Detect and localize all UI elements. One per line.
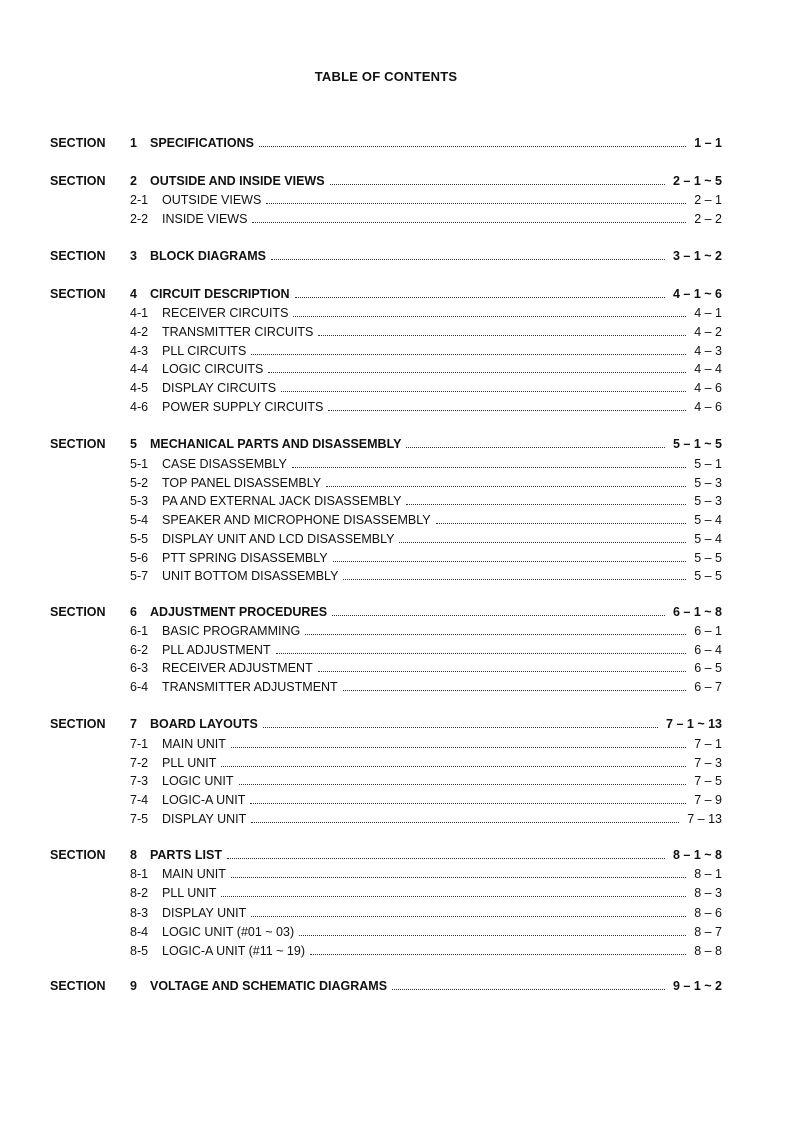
toc-entry bbox=[150, 172, 722, 190]
page-reference: 7 – 13 bbox=[687, 812, 722, 826]
toc-subsection-row bbox=[0, 323, 794, 341]
page-reference: 3 – 1 ~ 2 bbox=[673, 249, 722, 263]
subsection-number: 8-4 bbox=[130, 925, 149, 939]
subsection-number: 5-1 bbox=[130, 457, 149, 471]
section-label: SECTION bbox=[50, 249, 106, 263]
section-title: BLOCK DIAGRAMS bbox=[150, 249, 266, 263]
toc-entry bbox=[162, 398, 722, 416]
section-label: SECTION bbox=[50, 848, 106, 862]
toc-entry bbox=[162, 659, 722, 677]
dot-leader bbox=[231, 865, 686, 878]
section-title: OUTSIDE AND INSIDE VIEWS bbox=[150, 174, 325, 188]
toc-entry bbox=[162, 884, 722, 902]
toc-subsection-row bbox=[0, 772, 794, 790]
dot-leader bbox=[332, 603, 665, 616]
subsection-number: 7-3 bbox=[130, 774, 149, 788]
dot-leader bbox=[221, 754, 686, 767]
dot-leader bbox=[318, 659, 686, 672]
toc-entry bbox=[162, 210, 722, 228]
subsection-title: OUTSIDE VIEWS bbox=[162, 193, 262, 207]
toc-subsection-row bbox=[0, 191, 794, 209]
subsection-number: 2-2 bbox=[130, 212, 149, 226]
toc-entry bbox=[162, 904, 722, 922]
toc-entry bbox=[162, 865, 722, 883]
subsection-number: 4-3 bbox=[130, 344, 149, 358]
page-reference: 2 – 1 ~ 5 bbox=[673, 174, 722, 188]
section-label: SECTION bbox=[50, 287, 106, 301]
subsection-number: 7-1 bbox=[130, 737, 149, 751]
toc-entry bbox=[162, 549, 722, 567]
subsection-title: RECEIVER ADJUSTMENT bbox=[162, 661, 313, 675]
page-reference: 8 – 6 bbox=[694, 906, 722, 920]
page-reference: 7 – 9 bbox=[694, 793, 722, 807]
subsection-number: 5-5 bbox=[130, 532, 149, 546]
dot-leader bbox=[227, 846, 665, 859]
section-label: SECTION bbox=[50, 174, 106, 188]
toc-entry bbox=[162, 304, 722, 322]
subsection-title: MAIN UNIT bbox=[162, 867, 226, 881]
toc-section-row bbox=[0, 846, 794, 864]
toc-section-row bbox=[0, 435, 794, 453]
dot-leader bbox=[328, 398, 686, 411]
dot-leader bbox=[251, 904, 686, 917]
dot-leader bbox=[221, 884, 686, 897]
section-title: CIRCUIT DESCRIPTION bbox=[150, 287, 290, 301]
subsection-number: 4-1 bbox=[130, 306, 149, 320]
page-reference: 5 – 5 bbox=[694, 551, 722, 565]
subsection-title: PLL CIRCUITS bbox=[162, 344, 247, 358]
page-reference: 4 – 2 bbox=[694, 325, 722, 339]
toc-subsection-row bbox=[0, 791, 794, 809]
dot-leader bbox=[292, 455, 686, 468]
page-reference: 5 – 3 bbox=[694, 476, 722, 490]
section-title: ADJUSTMENT PROCEDURES bbox=[150, 605, 328, 619]
dot-leader bbox=[406, 435, 665, 448]
subsection-title: LOGIC-A UNIT bbox=[162, 793, 246, 807]
subsection-number: 8-1 bbox=[130, 867, 149, 881]
page-reference: 2 – 2 bbox=[694, 212, 722, 226]
toc-subsection-row bbox=[0, 398, 794, 416]
page-reference: 5 – 4 bbox=[694, 532, 722, 546]
toc-entry bbox=[150, 435, 722, 453]
toc-subsection-row bbox=[0, 210, 794, 228]
subsection-number: 5-4 bbox=[130, 513, 149, 527]
subsection-number: 7-2 bbox=[130, 756, 149, 770]
section-title: PARTS LIST bbox=[150, 848, 222, 862]
toc-entry bbox=[150, 285, 722, 303]
toc-entry bbox=[162, 942, 722, 960]
toc-subsection-row bbox=[0, 641, 794, 659]
dot-leader bbox=[305, 622, 686, 635]
toc-entry bbox=[162, 474, 722, 492]
page-reference: 4 – 1 ~ 6 bbox=[673, 287, 722, 301]
dot-leader bbox=[295, 285, 665, 298]
subsection-number: 2-1 bbox=[130, 193, 149, 207]
subsection-title: PTT SPRING DISASSEMBLY bbox=[162, 551, 328, 565]
dot-leader bbox=[330, 172, 665, 185]
page-reference: 8 – 8 bbox=[694, 944, 722, 958]
section-title: BOARD LAYOUTS bbox=[150, 717, 258, 731]
subsection-number: 6-3 bbox=[130, 661, 149, 675]
section-number: 5 bbox=[130, 437, 137, 451]
section-number: 2 bbox=[130, 174, 137, 188]
toc-subsection-row bbox=[0, 492, 794, 510]
page-reference: 6 – 1 ~ 8 bbox=[673, 605, 722, 619]
page-reference: 7 – 3 bbox=[694, 756, 722, 770]
subsection-number: 4-5 bbox=[130, 381, 149, 395]
section-label: SECTION bbox=[50, 605, 106, 619]
toc-entry bbox=[162, 323, 722, 341]
section-number: 8 bbox=[130, 848, 137, 862]
toc-subsection-row bbox=[0, 342, 794, 360]
subsection-number: 6-4 bbox=[130, 680, 149, 694]
page-reference: 8 – 1 ~ 8 bbox=[673, 848, 722, 862]
dot-leader bbox=[436, 511, 687, 524]
page-reference: 6 – 5 bbox=[694, 661, 722, 675]
toc-subsection-row bbox=[0, 810, 794, 828]
toc-section-row bbox=[0, 715, 794, 733]
toc-subsection-row bbox=[0, 865, 794, 883]
page-reference: 5 – 3 bbox=[694, 494, 722, 508]
dot-leader bbox=[250, 791, 686, 804]
dot-leader bbox=[271, 247, 665, 260]
toc-entry bbox=[150, 715, 722, 733]
toc-entry bbox=[162, 791, 722, 809]
toc-entry bbox=[162, 678, 722, 696]
section-label: SECTION bbox=[50, 136, 106, 150]
section-number: 3 bbox=[130, 249, 137, 263]
dot-leader bbox=[318, 323, 686, 336]
subsection-title: SPEAKER AND MICROPHONE DISASSEMBLY bbox=[162, 513, 431, 527]
toc-subsection-row bbox=[0, 567, 794, 585]
toc-section-row bbox=[0, 134, 794, 152]
toc-subsection-row bbox=[0, 923, 794, 941]
page-reference: 1 – 1 bbox=[694, 136, 722, 150]
toc-entry bbox=[162, 641, 722, 659]
toc-entry bbox=[162, 511, 722, 529]
subsection-number: 8-5 bbox=[130, 944, 149, 958]
subsection-title: LOGIC UNIT bbox=[162, 774, 234, 788]
subsection-title: TRANSMITTER CIRCUITS bbox=[162, 325, 314, 339]
dot-leader bbox=[268, 360, 686, 373]
subsection-title: LOGIC-A UNIT (#11 ~ 19) bbox=[162, 944, 305, 958]
section-number: 7 bbox=[130, 717, 137, 731]
toc-subsection-row bbox=[0, 678, 794, 696]
dot-leader bbox=[333, 549, 687, 562]
dot-leader bbox=[343, 678, 686, 691]
dot-leader bbox=[310, 942, 686, 955]
toc-entry bbox=[150, 134, 722, 152]
page-reference: 4 – 6 bbox=[694, 381, 722, 395]
dot-leader bbox=[252, 210, 686, 223]
subsection-number: 6-2 bbox=[130, 643, 149, 657]
subsection-title: PLL UNIT bbox=[162, 886, 217, 900]
section-number: 6 bbox=[130, 605, 137, 619]
subsection-title: INSIDE VIEWS bbox=[162, 212, 248, 226]
section-title: VOLTAGE AND SCHEMATIC DIAGRAMS bbox=[150, 979, 388, 993]
subsection-title: POWER SUPPLY CIRCUITS bbox=[162, 400, 324, 414]
dot-leader bbox=[392, 977, 665, 990]
subsection-title: CASE DISASSEMBLY bbox=[162, 457, 287, 471]
toc-entry bbox=[162, 567, 722, 585]
toc-entry bbox=[162, 810, 722, 828]
page-reference: 5 – 4 bbox=[694, 513, 722, 527]
page-reference: 5 – 5 bbox=[694, 569, 722, 583]
dot-leader bbox=[231, 735, 686, 748]
section-title: SPECIFICATIONS bbox=[150, 136, 254, 150]
toc-subsection-row bbox=[0, 884, 794, 902]
dot-leader bbox=[263, 715, 658, 728]
subsection-number: 7-5 bbox=[130, 812, 149, 826]
subsection-title: LOGIC UNIT (#01 ~ 03) bbox=[162, 925, 295, 939]
dot-leader bbox=[293, 304, 686, 317]
section-number: 9 bbox=[130, 979, 137, 993]
toc-subsection-row bbox=[0, 304, 794, 322]
page-reference: 2 – 1 bbox=[694, 193, 722, 207]
dot-leader bbox=[281, 379, 686, 392]
subsection-title: PA AND EXTERNAL JACK DISASSEMBLY bbox=[162, 494, 402, 508]
subsection-title: UNIT BOTTOM DISASSEMBLY bbox=[162, 569, 339, 583]
subsection-number: 5-7 bbox=[130, 569, 149, 583]
page-reference: 7 – 1 bbox=[694, 737, 722, 751]
page-reference: 6 – 1 bbox=[694, 624, 722, 638]
page-reference: 5 – 1 ~ 5 bbox=[673, 437, 722, 451]
subsection-number: 4-4 bbox=[130, 362, 149, 376]
toc-subsection-row bbox=[0, 659, 794, 677]
toc-section-row bbox=[0, 603, 794, 621]
toc-entry bbox=[162, 923, 722, 941]
toc-subsection-row bbox=[0, 511, 794, 529]
page-reference: 8 – 7 bbox=[694, 925, 722, 939]
section-number: 1 bbox=[130, 136, 137, 150]
toc-subsection-row bbox=[0, 549, 794, 567]
toc-subsection-row bbox=[0, 379, 794, 397]
page-reference: 4 – 1 bbox=[694, 306, 722, 320]
page-reference: 4 – 4 bbox=[694, 362, 722, 376]
toc-section-row bbox=[0, 247, 794, 265]
toc-entry bbox=[150, 603, 722, 621]
subsection-title: LOGIC CIRCUITS bbox=[162, 362, 264, 376]
dot-leader bbox=[326, 474, 686, 487]
toc-section-row bbox=[0, 172, 794, 190]
toc-subsection-row bbox=[0, 530, 794, 548]
subsection-number: 5-3 bbox=[130, 494, 149, 508]
toc-subsection-row bbox=[0, 455, 794, 473]
dot-leader bbox=[259, 134, 686, 147]
dot-leader bbox=[299, 923, 686, 936]
subsection-number: 4-2 bbox=[130, 325, 149, 339]
page-reference: 5 – 1 bbox=[694, 457, 722, 471]
subsection-title: RECEIVER CIRCUITS bbox=[162, 306, 289, 320]
subsection-title: TOP PANEL DISASSEMBLY bbox=[162, 476, 322, 490]
page-reference: 7 – 5 bbox=[694, 774, 722, 788]
page-reference: 9 – 1 ~ 2 bbox=[673, 979, 722, 993]
subsection-number: 5-2 bbox=[130, 476, 149, 490]
page-reference: 6 – 4 bbox=[694, 643, 722, 657]
toc-entry bbox=[162, 379, 722, 397]
toc-subsection-row bbox=[0, 754, 794, 772]
page-reference: 6 – 7 bbox=[694, 680, 722, 694]
subsection-number: 4-6 bbox=[130, 400, 149, 414]
toc-subsection-row bbox=[0, 474, 794, 492]
dot-leader bbox=[343, 567, 686, 580]
page-reference: 8 – 1 bbox=[694, 867, 722, 881]
toc-entry bbox=[150, 977, 722, 995]
toc-entry bbox=[150, 247, 722, 265]
toc-subsection-row bbox=[0, 942, 794, 960]
subsection-title: PLL UNIT bbox=[162, 756, 217, 770]
toc-entry bbox=[162, 492, 722, 510]
toc-subsection-row bbox=[0, 904, 794, 922]
toc-entry bbox=[162, 772, 722, 790]
dot-leader bbox=[406, 492, 686, 505]
subsection-title: MAIN UNIT bbox=[162, 737, 226, 751]
subsection-title: DISPLAY CIRCUITS bbox=[162, 381, 277, 395]
section-label: SECTION bbox=[50, 979, 106, 993]
dot-leader bbox=[251, 342, 686, 355]
toc-entry bbox=[162, 455, 722, 473]
subsection-number: 8-3 bbox=[130, 906, 149, 920]
subsection-title: PLL ADJUSTMENT bbox=[162, 643, 271, 657]
dot-leader bbox=[266, 191, 686, 204]
dot-leader bbox=[276, 641, 687, 654]
subsection-title: DISPLAY UNIT bbox=[162, 812, 247, 826]
page-reference: 4 – 6 bbox=[694, 400, 722, 414]
toc-entry bbox=[162, 735, 722, 753]
dot-leader bbox=[399, 530, 686, 543]
toc-entry bbox=[150, 846, 722, 864]
subsection-title: DISPLAY UNIT bbox=[162, 906, 247, 920]
toc-subsection-row bbox=[0, 735, 794, 753]
dot-leader bbox=[239, 772, 687, 785]
section-label: SECTION bbox=[50, 717, 106, 731]
toc-section-row bbox=[0, 285, 794, 303]
subsection-number: 8-2 bbox=[130, 886, 149, 900]
subsection-title: BASIC PROGRAMMING bbox=[162, 624, 301, 638]
section-number: 4 bbox=[130, 287, 137, 301]
page-reference: 7 – 1 ~ 13 bbox=[666, 717, 722, 731]
page-reference: 4 – 3 bbox=[694, 344, 722, 358]
toc-entry bbox=[162, 360, 722, 378]
subsection-number: 6-1 bbox=[130, 624, 149, 638]
toc-entry bbox=[162, 622, 722, 640]
page-title: TABLE OF CONTENTS bbox=[314, 69, 458, 84]
subsection-number: 7-4 bbox=[130, 793, 149, 807]
toc-subsection-row bbox=[0, 360, 794, 378]
subsection-title: TRANSMITTER ADJUSTMENT bbox=[162, 680, 338, 694]
subsection-number: 5-6 bbox=[130, 551, 149, 565]
dot-leader bbox=[251, 810, 679, 823]
toc-entry bbox=[162, 754, 722, 772]
toc-entry bbox=[162, 530, 722, 548]
toc-entry bbox=[162, 342, 722, 360]
toc-section-row bbox=[0, 977, 794, 995]
section-title: MECHANICAL PARTS AND DISASSEMBLY bbox=[150, 437, 402, 451]
page-reference: 8 – 3 bbox=[694, 886, 722, 900]
section-label: SECTION bbox=[50, 437, 106, 451]
toc-entry bbox=[162, 191, 722, 209]
subsection-title: DISPLAY UNIT AND LCD DISASSEMBLY bbox=[162, 532, 395, 546]
toc-subsection-row bbox=[0, 622, 794, 640]
